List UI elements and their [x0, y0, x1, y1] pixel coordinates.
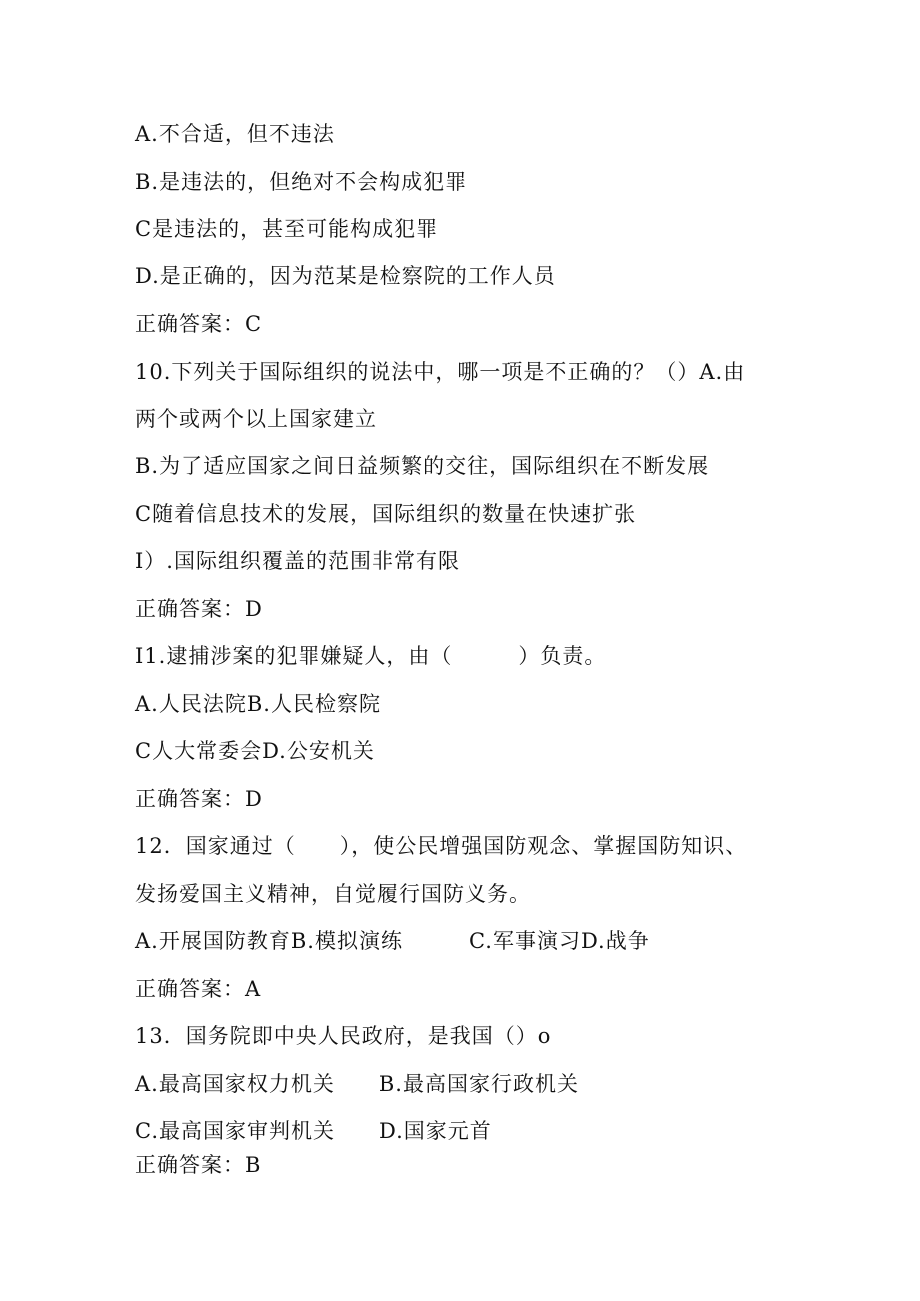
q13-question: 13．国务院即中央人民政府，是我国（）o: [135, 1024, 552, 1048]
q10-answer: 正确答案：D: [135, 597, 263, 621]
q12-answer: 正确答案：A: [135, 977, 262, 1001]
q13-options-cd: C.最高国家审判机关 D.国家元首: [135, 1119, 492, 1143]
q10-option-b: B.为了适应国家之间日益频繁的交往，国际组织在不断发展: [135, 454, 710, 478]
q9-option-b: B.是违法的，但绝对不会构成犯罪: [135, 170, 468, 194]
q13-options-ab: A.最高国家权力机关 B.最高国家行政机关: [135, 1072, 579, 1096]
q12-question: 12．国家通过（ ），使公民增强国防观念、掌握国防知识、: [135, 834, 748, 858]
q11-question: I1.逮捕涉案的犯罪嫌疑人，由（ ）负责。: [135, 644, 607, 668]
q11-answer: 正确答案：D: [135, 787, 263, 811]
q13-answer: 正确答案：B: [135, 1153, 262, 1177]
q10-option-c: C随着信息技术的发展，国际组织的数量在快速扩张: [135, 502, 637, 526]
q9-answer: 正确答案：C: [135, 312, 263, 336]
q12-question-continued: 发扬爱国主义精神，自觉履行国防义务。: [135, 882, 531, 906]
q10-question-continued: 两个或两个以上国家建立: [135, 407, 377, 431]
q9-option-c: C是违法的，甚至可能构成犯罪: [135, 217, 439, 241]
q12-options: A.开展国防教育B.模拟演练 C.军事演习D.战争: [135, 929, 650, 953]
q10-option-d: I）.国际组织覆盖的范围非常有限: [135, 549, 460, 573]
q10-question: 10.下列关于国际组织的说法中，哪一项是不正确的？（）A.由: [135, 360, 746, 384]
q11-options-cd: C人大常委会D.公安机关: [135, 739, 375, 763]
q9-option-a: A.不合适，但不违法: [135, 122, 335, 146]
q9-option-d: D.是正确的，因为范某是检察院的工作人员: [135, 264, 556, 288]
q11-options-ab: A.人民法院B.人民检察院: [135, 692, 381, 716]
